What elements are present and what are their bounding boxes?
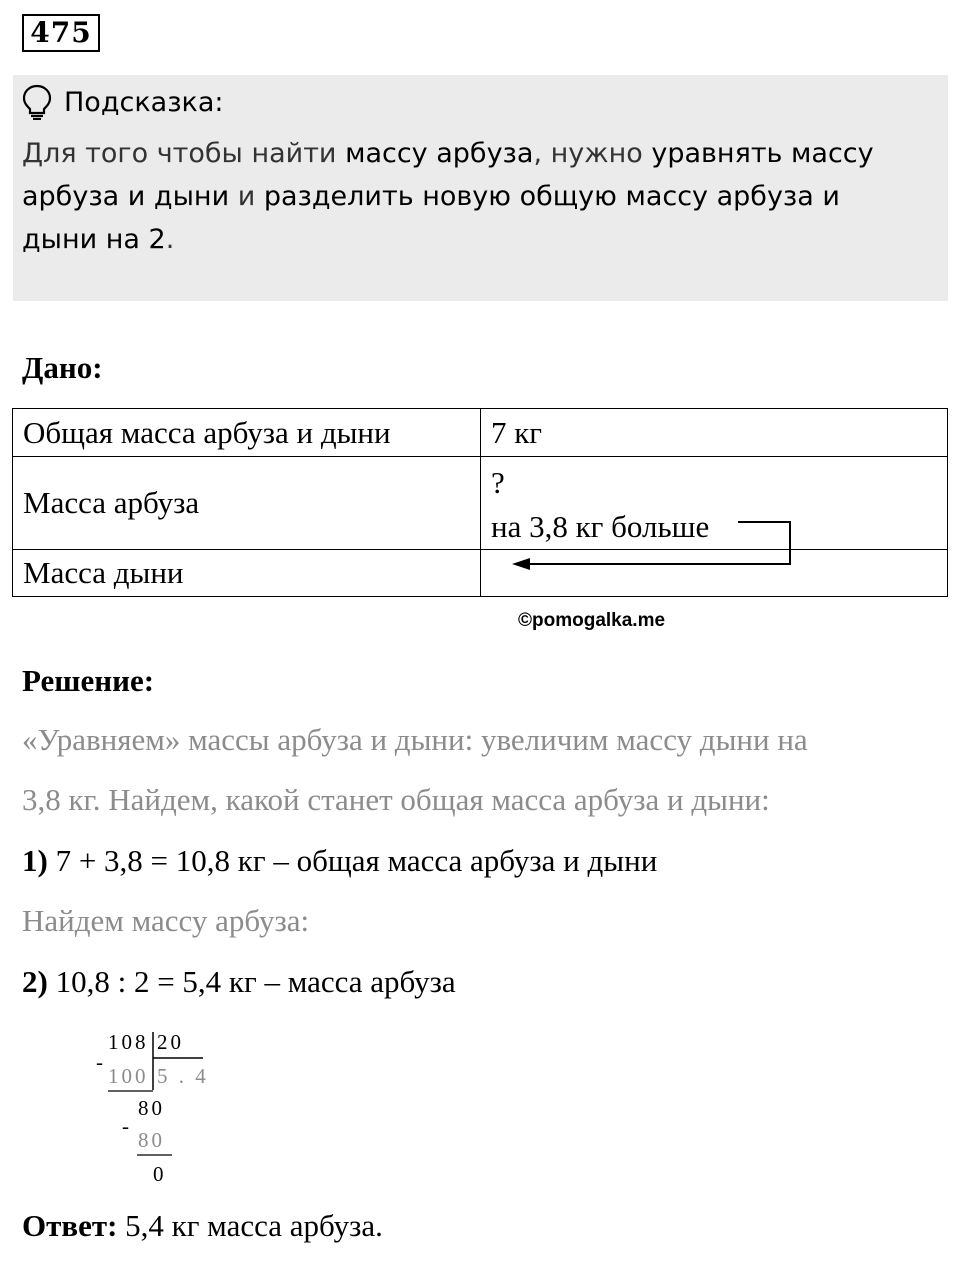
given-title: Дано: — [22, 350, 103, 385]
given-label: Масса дыни — [13, 550, 481, 597]
quotient: 5 . 4 — [157, 1064, 209, 1088]
given-value-relation: на 3,8 кг больше — [491, 509, 710, 544]
hint-part-1: Для того чтобы найти — [22, 138, 346, 169]
given-value: 7 кг — [481, 409, 948, 457]
remainder-2: 0 — [153, 1162, 167, 1186]
step-number: 1) — [22, 843, 48, 878]
given-value-question: ? — [491, 465, 505, 500]
hint-part-2: массу арбуза — [345, 138, 534, 169]
remainder-1: 80 — [138, 1096, 165, 1120]
solution-line-2: 3,8 кг. Найдем, какой станет общая масса арбуза и дыни: — [22, 782, 770, 817]
given-label: Масса арбуза — [13, 457, 481, 550]
answer-text: 5,4 кг масса арбуза. — [117, 1208, 383, 1243]
hint-part-7: . — [165, 224, 175, 255]
copyright: ©pomogalka.me — [518, 610, 666, 631]
dividend: 108 — [108, 1030, 149, 1054]
subtrahend-1: 100 — [108, 1064, 149, 1088]
hint-title-text: Подсказка: — [64, 86, 224, 118]
given-label: Общая масса арбуза и дыни — [13, 409, 481, 457]
minus-sign: - — [122, 1114, 132, 1138]
answer — [22, 1208, 383, 1244]
hint-part-4: уравнять массу арбуза и дыни — [22, 138, 874, 212]
subtrahend-2: 80 — [138, 1128, 165, 1152]
solution-title: Решение: — [22, 663, 155, 698]
hint-part-5: и — [229, 181, 264, 212]
task-number: 475 — [22, 14, 100, 52]
step-number: 2) — [22, 964, 48, 999]
hint-part-3: , нужно — [533, 138, 652, 169]
divisor: 20 — [157, 1030, 184, 1054]
solution-line-1: «Уравняем» массы арбуза и дыни: увеличим массу дыни на — [22, 722, 808, 757]
step-text: 10,8 : 2 = 5,4 кг – масса арбуза — [47, 964, 456, 999]
hint-part-6: разделить новую общую массу арбуза и дыни на 2 — [22, 181, 840, 255]
minus-sign: - — [96, 1050, 106, 1074]
step-text: 7 + 3,8 = 10,8 кг – общая масса арбуза и дыни — [47, 843, 658, 878]
answer-label: Ответ: — [22, 1208, 118, 1243]
solution-line-3: Найдем массу арбуза: — [22, 903, 310, 938]
